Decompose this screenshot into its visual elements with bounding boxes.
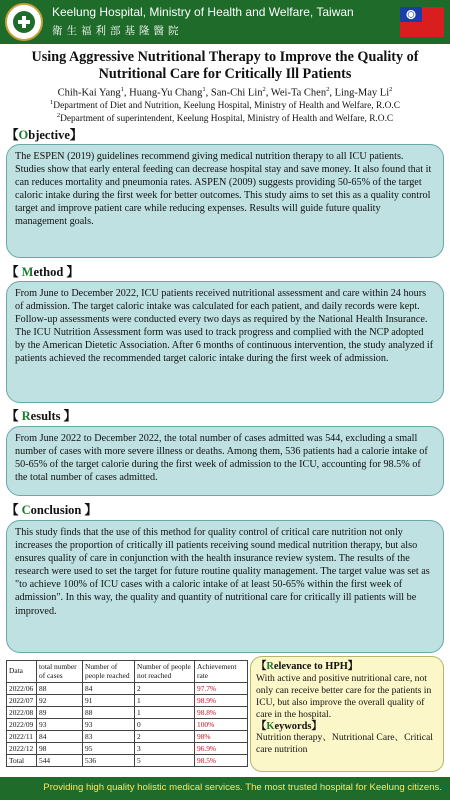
author-name: Ling-May Li [334, 87, 390, 99]
table-row: 2022/08 89 88 1 98.8% [7, 707, 248, 719]
author-sup: 2 [262, 86, 266, 93]
table-header: Data [7, 661, 37, 683]
footer-slogan: Providing high quality holistic medical services. The most trusted hospital for Keelung citizens. [43, 782, 442, 793]
table-row: 2022/07 92 91 1 98.9% [7, 695, 248, 707]
affiliation-1: $^1$Department of Diet and Nutrition, Keelung Hospital, Ministry of Health and Welfare, R.O.C [50, 99, 400, 112]
taiwan-flag-icon [400, 7, 444, 37]
hospital-name-chinese: 衛生福利部基隆醫院 [52, 25, 183, 37]
author-name: Huang-Yu Chang [129, 87, 203, 99]
author-name: San-Chi Lin [210, 87, 263, 99]
hph-box [250, 656, 444, 772]
table-row: 2022/06 88 84 2 97.7% [7, 683, 248, 695]
hospital-logo-icon [5, 3, 43, 41]
keywords-text: Nutrition therapy、Nutritional Care、Critical care nutrition [256, 732, 433, 756]
title-line-1: Using Aggressive Nutritional Therapy to Improve the Quality of [31, 49, 419, 65]
results-box [6, 426, 444, 496]
conclusion-heading: 【 Conclusion 】 [6, 503, 98, 517]
header-bar [0, 0, 450, 44]
conclusion-box [6, 520, 444, 653]
author-sup: 1 [120, 86, 124, 93]
table-header-row [7, 661, 248, 683]
method-heading: 【 Method 】 [6, 265, 79, 279]
method-box [6, 281, 444, 403]
poster-title [6, 49, 444, 83]
table-row: 2022/09 93 93 0 100% [7, 719, 248, 731]
results-heading: 【 Results 】 [6, 409, 77, 423]
method-text: From June to December 2022, ICU patients received nutritional assessment and care within 24 hours of admission. The target caloric intake was calculated for each patient, and daily records were kept. Follow-up assessments were conducted every two days as required by the National Health Insurance. The ICU Nutrition Assessment form was used to track progress and complied with the NCP adopted by the American Dietetic Association. After 6 months of continuous intervention, the study analyzed if patients achieved the recommended target caloric intake during the first week of admission. [15, 288, 434, 365]
table-header: Number of people reached [83, 661, 135, 683]
author-list: Chih-Kai Yang$^1$, Huang-Yu Chang$^1$, San-Chi Lin$^2$, Wei-Ta Chen$^2$, Ling-May Li$^2$ [57, 86, 393, 99]
table-row: 2022/11 84 83 2 98% [7, 731, 248, 743]
table-header: total number of cases [37, 661, 83, 683]
relevance-heading: 【Relevance to HPH】 [256, 661, 359, 672]
results-table [6, 660, 248, 767]
keywords-heading: 【Keywords】 [256, 720, 322, 732]
results-text: From June 2022 to December 2022, the total number of cases admitted was 544, excluding a small number of cases with more severe illness or deaths. Among them, 536 patients had a calorie intake of 50-65% of the target calorie during the first week of admission to the ICU, accounting for 98.5% of the total number of cases admitted. [15, 433, 428, 484]
table-row-total: Total 544 536 5 98.5% [7, 755, 248, 767]
hospital-name-english: Keelung Hospital, Ministry of Health and Welfare, Taiwan [52, 5, 354, 19]
table-header: Number of people not reached [135, 661, 195, 683]
table-header: Achievement rate [195, 661, 248, 683]
author-sup: 2 [326, 86, 330, 93]
objective-text: The ESPEN (2019) guidelines recommend giving medical nutrition therapy to all ICU patients. Studies show that early enteral feeding can decrease hospital stay and save money. It also found that it can reduces mortality and pneumonia rates. ASPEN (2009) suggests providing 50-65% of the target caloric intake during the first week for better outcomes. This study aims to set this as a quality control target and improve patient care while reducing expenses. Results will guide future quality management goals. [15, 151, 432, 228]
author-sup: 1 [202, 86, 206, 93]
table-row: 2022/12 98 95 3 96.9% [7, 743, 248, 755]
author-name: Chih-Kai Yang [57, 87, 121, 99]
affiliation-2: $^2$Department of superintendent, Keelung Hospital, Ministry of Health and Welfare, R.O.C [56, 112, 394, 125]
objective-box [6, 144, 444, 258]
footer-bar [0, 777, 450, 800]
conclusion-text: This study finds that the use of this method for quality control of critical care nutrition not only increases the proportion of critically ill patients receiving sound medical nutrition therapy, but also ensures quality of care in conjunction with the health insurance review system. The results of the research were used to set the target for future routine quality management. The target value was set as "to achieve 100% of ICU cases with a caloric intake of at least 50-65% within the first week of admission". In this way, the quality and quantity of nutritional care for critically ill patients will be improved. [15, 527, 430, 617]
relevance-text: With active and positive nutritional care, not only can receive better care for the patients in ICU, but also improve the overall quality of care in the hospital. [256, 672, 432, 720]
title-line-2: Nutritional Care for Critically Ill Patients [98, 66, 352, 82]
objective-heading: 【Objective】 [6, 128, 83, 142]
author-name: Wei-Ta Chen [270, 87, 327, 99]
author-sup: 2 [389, 86, 393, 93]
